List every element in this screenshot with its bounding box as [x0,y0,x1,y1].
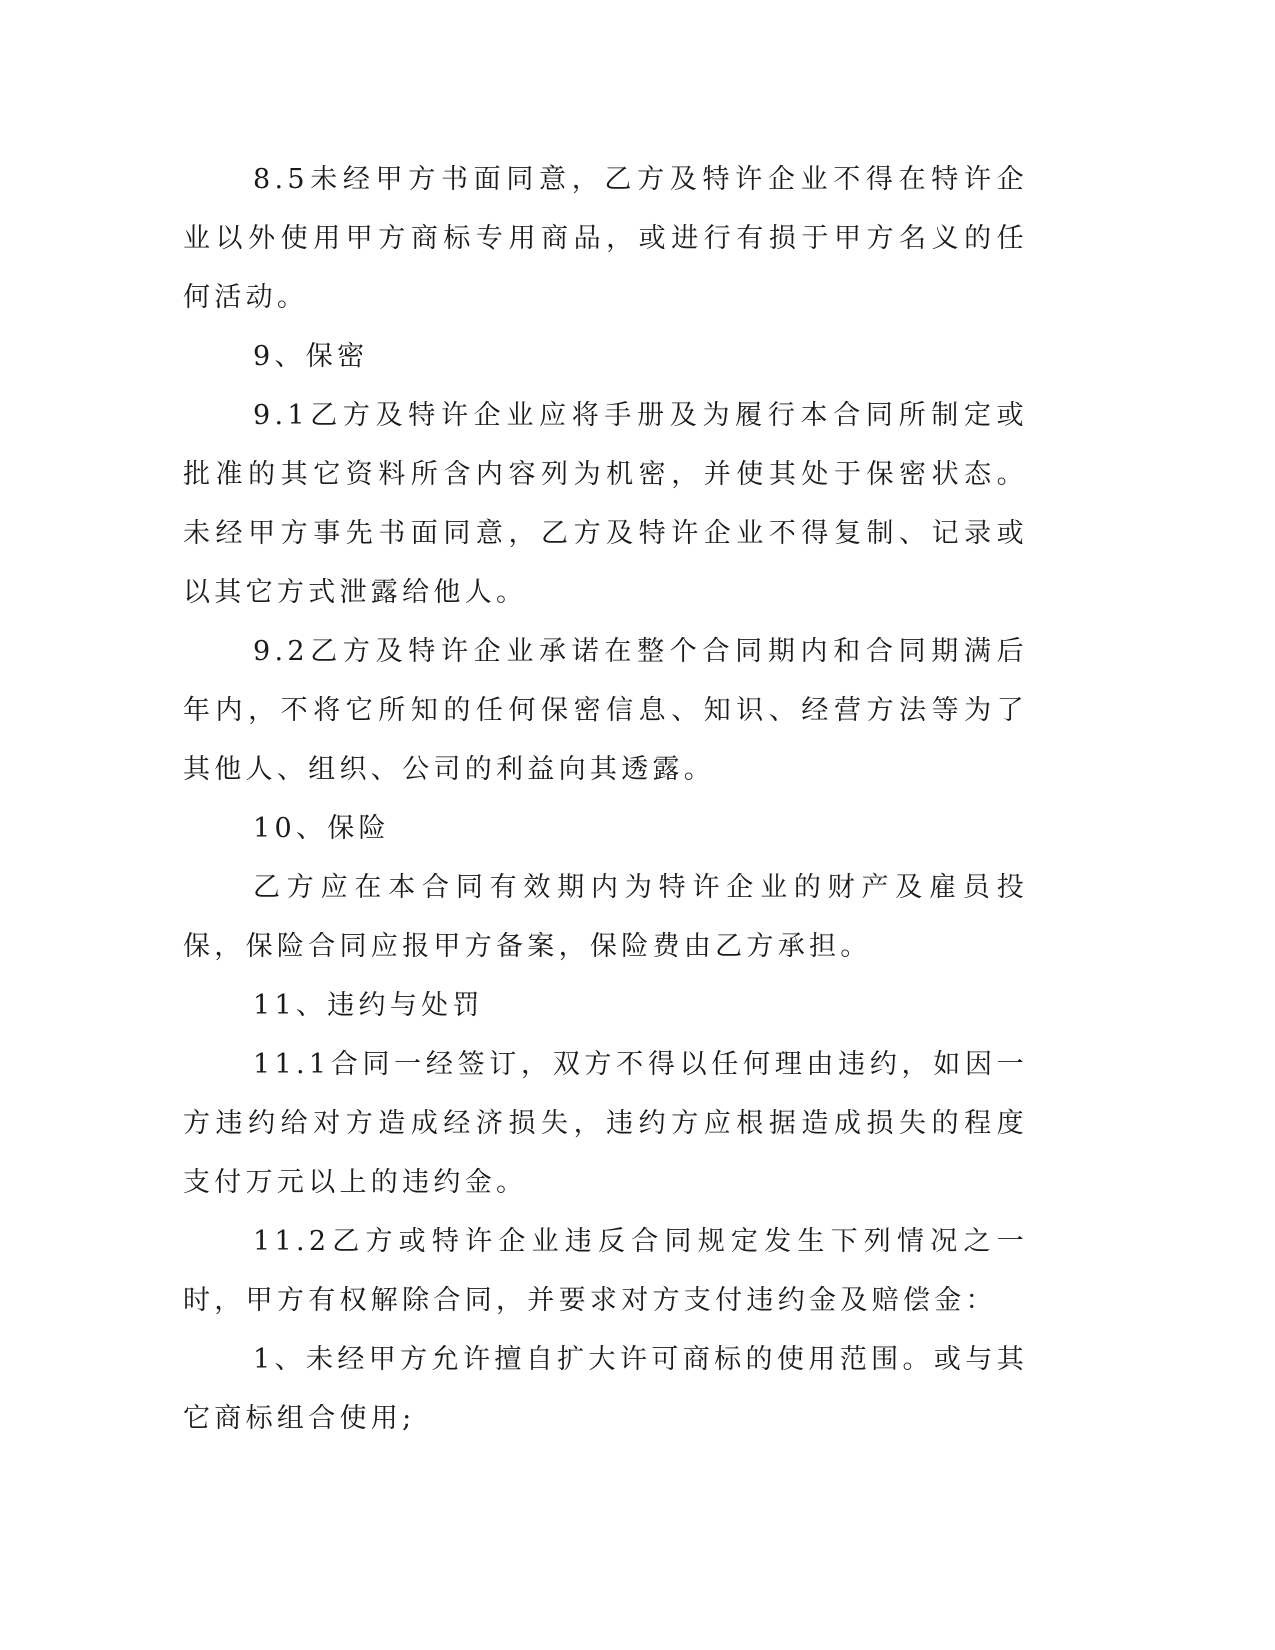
clause-11-1: 11.1合同一经签订，双方不得以任何理由违约，如因一方违约给对方造成经济损失，违约方应根据造成损失的程度支付万元以上的违约金。 [183,1049,1028,1198]
clause-8-5: 8.5未经甲方书面同意，乙方及特许企业不得在特许企业以外使用甲方商标专用商品，或进行有损于甲方名义的任何活动。 [183,164,1028,313]
clause-10: 乙方应在本合同有效期内为特许企业的财产及雇员投保，保险合同应报甲方备案，保险费由乙方承担。 [183,872,1028,962]
clause-11-2: 11.2乙方或特许企业违反合同规定发生下列情况之一时，甲方有权解除合同，并要求对方支付违约金及赔偿金： [183,1226,1028,1316]
clause-9-2: 9.2乙方及特许企业承诺在整个合同期内和合同期满后年内，不将它所知的任何保密信息、知识、经营方法等为了其他人、组织、公司的利益向其透露。 [183,636,1028,785]
section-heading-11: 11、违约与处罚 [253,990,484,1021]
clause-list-item-1: 1、未经甲方允许擅自扩大许可商标的使用范围。或与其它商标组合使用; [183,1344,1028,1434]
clause-9-1: 9.1乙方及特许企业应将手册及为履行本合同所制定或批准的其它资料所含内容列为机密，并使其处于保密状态。未经甲方事先书面同意，乙方及特许企业不得复制、记录或以其它方式泄露给他人。 [183,400,1028,608]
section-heading-10: 10、保险 [253,813,390,844]
section-heading-9: 9、保密 [253,341,369,372]
document-body [183,150,1028,1448]
